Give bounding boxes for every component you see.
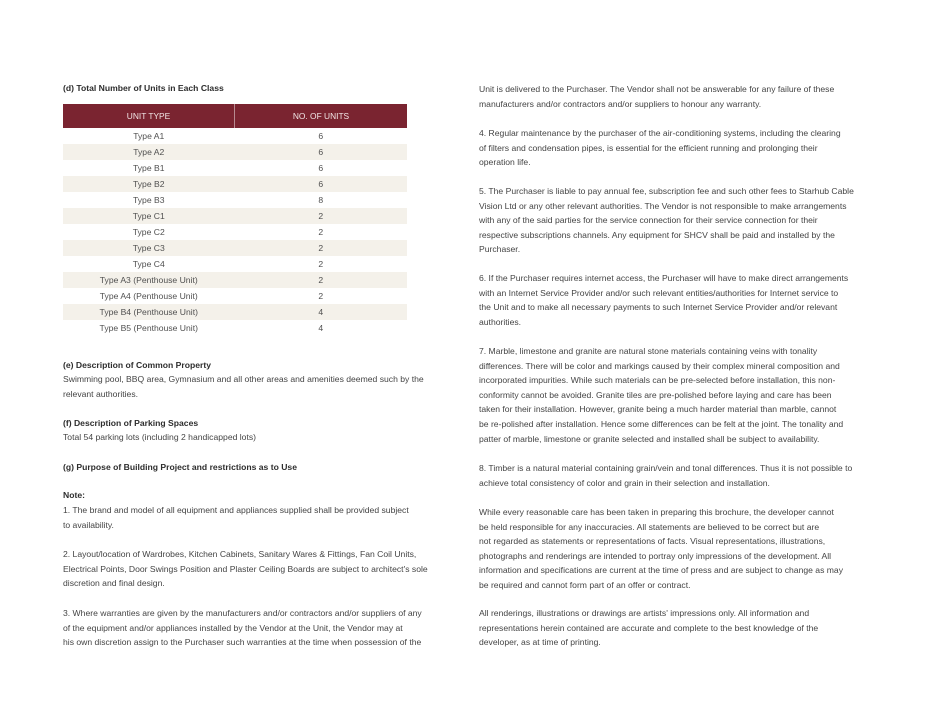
text-line: 1. The brand and model of all equipment and appliances supplied shall be provided subject: [63, 505, 409, 515]
text-line: patter of marble, limestone or granite selected and installed shall be subject to availability.: [479, 433, 820, 444]
text-line: discretion and final design.: [63, 578, 165, 589]
table-row: [63, 192, 407, 208]
text-line: the Unit and to make all necessary payments to such Internet Service Provider and/or relevant: [479, 302, 838, 313]
text-line: Vision Ltd or any other relevant authorities. The Vendor is not responsible to make arrangements: [479, 200, 847, 211]
text-line: authorities.: [479, 316, 522, 327]
text-line: 2. Layout/location of Wardrobes, Kitchen Cabinets, Sanitary Wares & Fittings, Fan Coil Units,: [63, 549, 417, 559]
unit-type: Type C4: [132, 259, 165, 269]
text-line: of filters and condensation pipes, is essential for the efficient running and prolonging their: [479, 142, 818, 153]
text-line: While every reasonable care has been taken in preparing this brochure, the developer cannot: [479, 507, 834, 517]
col-header-no-of-units: NO. OF UNITS: [235, 104, 408, 128]
unit-type: Type A2: [63, 144, 235, 160]
unit-count: 4: [235, 304, 408, 320]
text-line: be re-polished after installation. Hence some differences can be felt at the joint. The tonality and: [479, 418, 844, 429]
unit-type: Type B2: [63, 176, 235, 192]
note-item-7: [479, 344, 843, 446]
unit-count: 6: [318, 163, 324, 173]
text-line: to availability.: [63, 519, 114, 530]
text-line: Unit is delivered to the Purchaser. The Vendor shall not be answerable for any failure of these: [479, 84, 835, 94]
text-line: incorporated impurities. While such materials can be pre-selected before installation, this non-: [479, 375, 836, 386]
section-f-heading: (f) Description of Parking Spaces: [63, 418, 199, 428]
text-line: 4. Regular maintenance by the purchaser of the air-conditioning systems, including the clearing: [479, 128, 841, 138]
note-heading: Note:: [63, 490, 85, 500]
text-line: 5. The Purchaser is liable to pay annual fee, subscription fee and such other fees to Starhub Cable: [479, 186, 854, 196]
text-line: conformity cannot be avoided. Granite tiles are pre-polished before laying and care has been: [479, 389, 832, 400]
table-row: [63, 288, 407, 304]
text-line: information and specifications are current at the time of press and are subject to change as may: [479, 565, 843, 576]
section-e-heading: (e) Description of Common Property: [63, 360, 212, 370]
text-line: with any of the said parties for the service connection for their service connection for their: [479, 215, 818, 226]
section-g-heading: (g) Purpose of Building Project and restrictions as to Use: [63, 462, 297, 472]
table-row: [63, 256, 407, 272]
note-item-8: [479, 461, 852, 490]
unit-type: Type C1: [63, 208, 235, 224]
text-line: manufacturers and/or contractors and/or suppliers to honour any warranty.: [479, 98, 762, 109]
disclaimer-paragraph-1: [479, 505, 843, 593]
text-line: taken for their installation. However, granite being a much harder material than marble, cannot: [479, 404, 837, 415]
disclaimer-paragraph-2: [479, 606, 818, 650]
text-line: 3. Where warranties are given by the manufacturers and/or contractors and/or suppliers of any: [63, 608, 422, 618]
text-line: Swimming pool, BBQ area, Gymnasium and all other areas and amenities deemed such by the: [63, 374, 424, 384]
table-row: [63, 208, 407, 224]
unit-count: 2: [318, 291, 324, 301]
text-line: Purchaser.: [479, 244, 521, 255]
text-line: Total 54 parking lots (including 2 handicapped lots): [63, 432, 257, 442]
units-table: [63, 104, 407, 336]
table-row: [63, 320, 407, 336]
table-row: [63, 128, 407, 144]
text-line: be held responsible for any inaccuracies. All statements are believed to be correct but are: [479, 521, 820, 532]
text-line: representations herein contained are accurate and complete to the best knowledge of the: [479, 622, 819, 633]
text-line: 7. Marble, limestone and granite are natural stone materials containing veins with tonality: [479, 346, 818, 356]
table-row: [63, 272, 407, 288]
table-row: [63, 304, 407, 320]
note-item-5: [479, 184, 854, 257]
text-line: achieve total consistency of color and grain in their selection and installation.: [479, 477, 770, 488]
text-line: Electrical Points, Door Swings Position and Plaster Ceiling Boards are subject to architect's sole: [63, 563, 428, 574]
unit-count: 4: [318, 323, 324, 333]
unit-count: 2: [318, 227, 324, 237]
text-line: relevant authorities.: [63, 388, 138, 399]
text-line: with an Internet Service Provider and/or such relevant entities/authorities for Internet service to: [479, 287, 839, 298]
unit-type: Type B4 (Penthouse Unit): [63, 304, 235, 320]
table-row: [63, 160, 407, 176]
unit-type: Type B1: [132, 163, 165, 173]
note-item-4: [479, 126, 841, 170]
unit-type: Type A3 (Penthouse Unit): [63, 272, 235, 288]
table-row: [63, 176, 407, 192]
note-item-3: [63, 606, 422, 650]
note-item-6: [479, 271, 848, 329]
table-header-row: [63, 104, 407, 128]
note-item-3-continued: [479, 82, 834, 111]
text-line: his own discretion assign to the Purchaser such warranties at the time when possession of the: [63, 637, 422, 648]
text-line: not regarded as statements or representations of facts. Visual representations, illustrations,: [479, 536, 826, 547]
unit-count: 2: [318, 259, 324, 269]
unit-type: Type B3: [132, 195, 165, 205]
text-line: All renderings, illustrations or drawings are artists' impressions only. All information and: [479, 608, 810, 618]
table-row: [63, 240, 407, 256]
text-line: be required and cannot form part of an offer or contract.: [479, 579, 691, 590]
text-line: 8. Timber is a natural material containing grain/vein and tonal differences. Thus it is not possible to: [479, 463, 853, 473]
unit-type: Type A1: [133, 131, 165, 141]
unit-count: 2: [235, 240, 408, 256]
unit-type: Type C3: [63, 240, 235, 256]
text-line: photographs and renderings are intended to portray only impressions of the development. All: [479, 550, 832, 561]
text-line: operation life.: [479, 157, 531, 168]
text-line: respective subscriptions channels. Any equipment for SHCV shall be paid and installed by the: [479, 229, 835, 240]
table-row: [63, 224, 407, 240]
unit-count: 2: [235, 272, 408, 288]
unit-count: 6: [318, 131, 324, 141]
unit-count: 8: [318, 195, 324, 205]
text-line: developer, as at time of printing.: [479, 637, 601, 648]
col-header-unit-type: UNIT TYPE: [63, 104, 235, 128]
unit-type: Type B5 (Penthouse Unit): [99, 323, 198, 333]
section-f-text: [63, 430, 256, 445]
unit-type: Type A4 (Penthouse Unit): [99, 291, 198, 301]
unit-count: 2: [235, 208, 408, 224]
section-d-heading: (d) Total Number of Units in Each Class: [63, 83, 224, 93]
text-line: of the equipment and/or appliances installed by the Vendor at the Unit, the Vendor may at: [63, 622, 403, 633]
unit-count: 6: [235, 176, 408, 192]
section-e-text: [63, 372, 424, 401]
unit-count: 6: [235, 144, 408, 160]
text-line: 6. If the Purchaser requires internet access, the Purchaser will have to make direct arrangements: [479, 273, 849, 283]
note-item-1: [63, 503, 409, 532]
text-line: differences. There will be color and markings caused by their complex mineral composition and: [479, 360, 840, 371]
unit-type: Type C2: [132, 227, 165, 237]
note-item-2: [63, 547, 428, 591]
table-row: [63, 144, 407, 160]
